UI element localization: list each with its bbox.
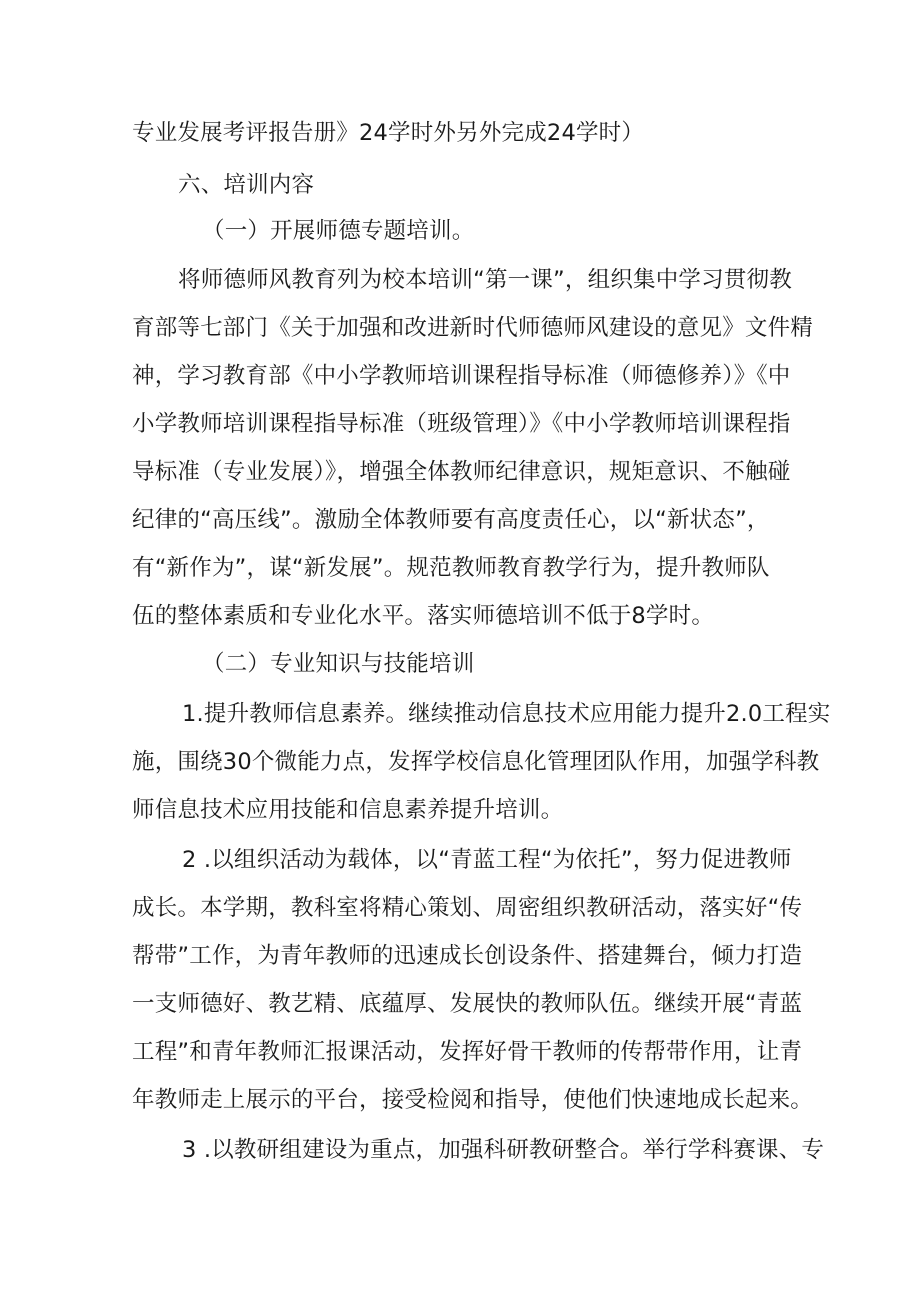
- text-line: 有“新作为”，谋“新发展”。规范教师教育教学行为，提升教师队: [132, 555, 770, 581]
- text-line: 年教师走上展示的平台，接受检阅和指导，使他们快速地成长起来。: [132, 1087, 814, 1113]
- text-line: 师信息技术应用技能和信息素养提升培训。: [132, 797, 564, 823]
- text-line: 神，学习教育部《中小学教师培训课程指导标准（师德修养）》《中: [132, 363, 791, 389]
- text-line: 育部等七部门《关于加强和改进新时代师德师风建设的意见》文件精: [132, 315, 814, 341]
- section-heading: 六、培训内容: [178, 172, 315, 198]
- text-line: 伍的整体素质和专业化水平。落实师德培训不低于8学时。: [132, 603, 715, 629]
- text-line: 工程”和青年教师汇报课活动，发挥好骨干教师的传帮带作用，让青: [132, 1039, 803, 1065]
- text-line: 帮带”工作，为青年教师的迅速成长创设条件、搭建舞台，倾力打造: [132, 943, 803, 969]
- text-line: 一支师德好、教艺精、底蕴厚、发展快的教师队伍。继续开展“青蓝: [132, 991, 803, 1017]
- text-line: 导标准（专业发展）》，增强全体教师纪律意识，规矩意识、不触碰: [132, 459, 791, 485]
- subsection-heading: （二）专业知识与技能培训: [202, 651, 475, 677]
- text-line: 将师德师风教育列为校本培训“第一课”，组织集中学习贯彻教: [178, 267, 792, 293]
- text-line: 小学教师培训课程指导标准（班级管理）》《中小学教师培训课程指: [132, 411, 791, 437]
- text-line: 纪律的“高压线”。激励全体教师要有高度责任心，以“新状态”，: [132, 507, 770, 533]
- text-line: 专业发展考评报告册》24学时外另外完成24学时）: [132, 120, 645, 146]
- text-line: 2 .以组织活动为载体，以“青蓝工程“为依托”，努力促进教师: [182, 847, 792, 873]
- text-line: 1.提升教师信息素养。继续推动信息技术应用能力提升2.0工程实: [182, 701, 831, 727]
- subsection-heading: （一）开展师德专题培训。: [202, 218, 475, 244]
- text-line: 成长。本学期，教科室将精心策划、周密组织教研活动，落实好“传: [132, 895, 803, 921]
- text-line: 施，围绕30个微能力点，发挥学校信息化管理团队作用，加强学科教: [132, 749, 820, 775]
- text-line: 3 .以教研组建设为重点，加强科研教研整合。举行学科赛课、专: [182, 1137, 825, 1163]
